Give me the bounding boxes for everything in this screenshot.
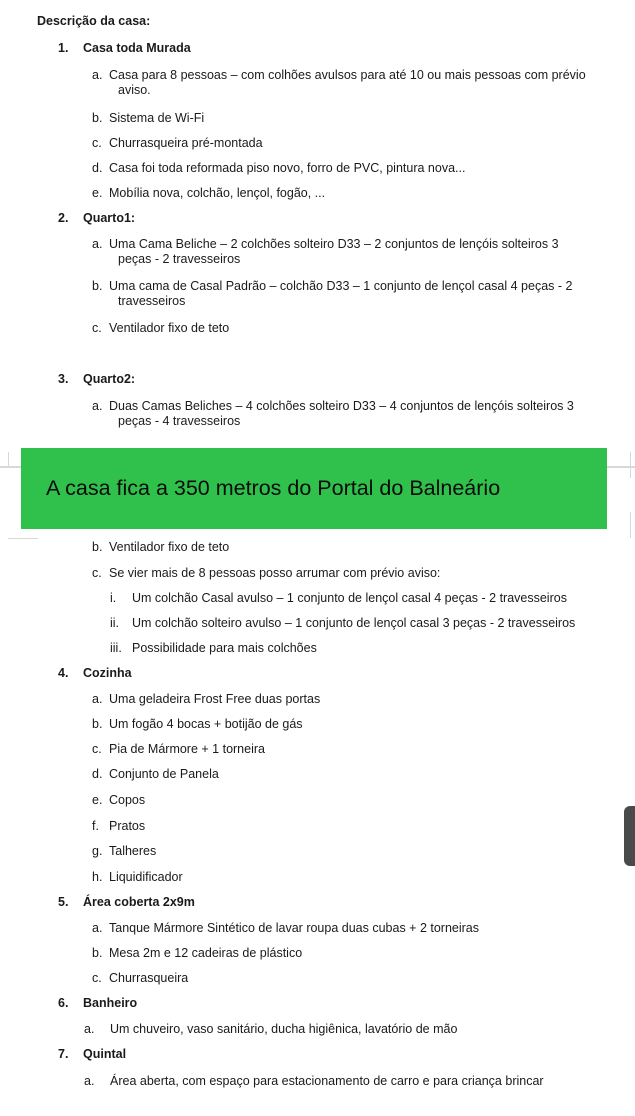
section-number: 7. [58, 1047, 69, 1061]
section-title: Banheiro [83, 996, 138, 1010]
item-text-continued: aviso. [118, 83, 151, 97]
item-text-continued: travesseiros [118, 294, 186, 308]
item-label: c. [92, 566, 102, 580]
item-label: a. [84, 1074, 95, 1088]
item-label: c. [92, 136, 102, 150]
item-text: Copos [109, 793, 146, 807]
item-text: Sistema de Wi-Fi [109, 111, 205, 125]
section-title: Cozinha [83, 666, 132, 680]
item-text-continued: peças - 2 travesseiros [118, 252, 241, 266]
page-edge-mark [8, 452, 9, 466]
section-title: Área coberta 2x9m [83, 895, 195, 909]
item-text: Duas Camas Beliches – 4 colchões solteiro D33 – 4 conjuntos de lençóis solteiros 3 [109, 399, 574, 413]
item-text: Casa para 8 pessoas – com colhões avulsos para até 10 ou mais pessoas com prévio [109, 68, 586, 82]
item-label: a. [92, 692, 103, 706]
item-label: b. [92, 540, 103, 554]
page-heading: Descrição da casa: [37, 14, 151, 28]
section-number: 1. [58, 41, 69, 55]
item-text-continued: peças - 4 travesseiros [118, 414, 241, 428]
subitem-text: Um colchão solteiro avulso – 1 conjunto de lençol casal 3 peças - 2 travesseiros [132, 616, 576, 630]
section-title: Casa toda Murada [83, 41, 191, 55]
item-label: a. [84, 1022, 95, 1036]
subitem-label: ii. [110, 616, 120, 630]
item-label: f. [92, 819, 99, 833]
item-label: b. [92, 111, 103, 125]
item-text: Pratos [109, 819, 146, 833]
item-text: Tanque Mármore Sintético de lavar roupa duas cubas + 2 torneiras [109, 921, 480, 935]
subitem-label: i. [110, 591, 117, 605]
subitem-text: Possibilidade para mais colchões [132, 641, 317, 655]
item-text: Uma geladeira Frost Free duas portas [109, 692, 321, 706]
item-text: Área aberta, com espaço para estacionamento de carro e para criança brincar [110, 1074, 544, 1088]
item-text: Mesa 2m e 12 cadeiras de plástico [109, 946, 303, 960]
section-title: Quintal [83, 1047, 127, 1061]
item-text: Uma cama de Casal Padrão – colchão D33 – 1 conjunto de lençol casal 4 peças - 2 [109, 279, 573, 293]
page-edge-mark [8, 538, 38, 539]
item-label: c. [92, 742, 102, 756]
item-text: Um chuveiro, vaso sanitário, ducha higiênica, lavatório de mão [110, 1022, 458, 1036]
item-label: c. [92, 971, 102, 985]
item-label: b. [92, 946, 103, 960]
location-banner: A casa fica a 350 metros do Portal do Balneário [21, 448, 607, 529]
section-number: 3. [58, 372, 69, 386]
item-label: b. [92, 717, 103, 731]
item-text: Pia de Mármore + 1 torneira [109, 742, 265, 756]
section-number: 6. [58, 996, 69, 1010]
item-text: Churrasqueira [109, 971, 189, 985]
item-text: Ventilador fixo de teto [109, 540, 230, 554]
page-edge-mark [630, 512, 631, 538]
item-text: Mobília nova, colchão, lençol, fogão, ... [109, 186, 326, 200]
subitem-text: Um colchão Casal avulso – 1 conjunto de lençol casal 4 peças - 2 travesseiros [132, 591, 567, 605]
item-text: Ventilador fixo de teto [109, 321, 230, 335]
item-label: h. [92, 870, 103, 884]
item-text: Conjunto de Panela [109, 767, 219, 781]
item-label: g. [92, 844, 103, 858]
item-label: e. [92, 186, 103, 200]
item-label: b. [92, 279, 103, 293]
item-text: Se vier mais de 8 pessoas posso arrumar com prévio aviso: [109, 566, 441, 580]
section-number: 5. [58, 895, 69, 909]
item-text: Talheres [109, 844, 157, 858]
section-title: Quarto2: [83, 372, 136, 386]
section-number: 4. [58, 666, 69, 680]
section-number: 2. [58, 211, 69, 225]
item-label: d. [92, 767, 103, 781]
scrollbar-thumb[interactable] [624, 806, 635, 866]
item-label: a. [92, 921, 103, 935]
item-label: a. [92, 237, 103, 251]
item-text: Churrasqueira pré-montada [109, 136, 263, 150]
item-label: a. [92, 399, 103, 413]
item-label: a. [92, 68, 103, 82]
item-label: c. [92, 321, 102, 335]
item-label: d. [92, 161, 103, 175]
section-title: Quarto1: [83, 211, 136, 225]
item-text: Casa foi toda reformada piso novo, forro de PVC, pintura nova... [109, 161, 466, 175]
item-label: e. [92, 793, 103, 807]
subitem-label: iii. [110, 641, 122, 655]
item-text: Uma Cama Beliche – 2 colchões solteiro D33 – 2 conjuntos de lençóis solteiros 3 [109, 237, 559, 251]
item-text: Liquidificador [109, 870, 183, 884]
page-edge-mark [630, 452, 631, 478]
item-text: Um fogão 4 bocas + botijão de gás [109, 717, 303, 731]
